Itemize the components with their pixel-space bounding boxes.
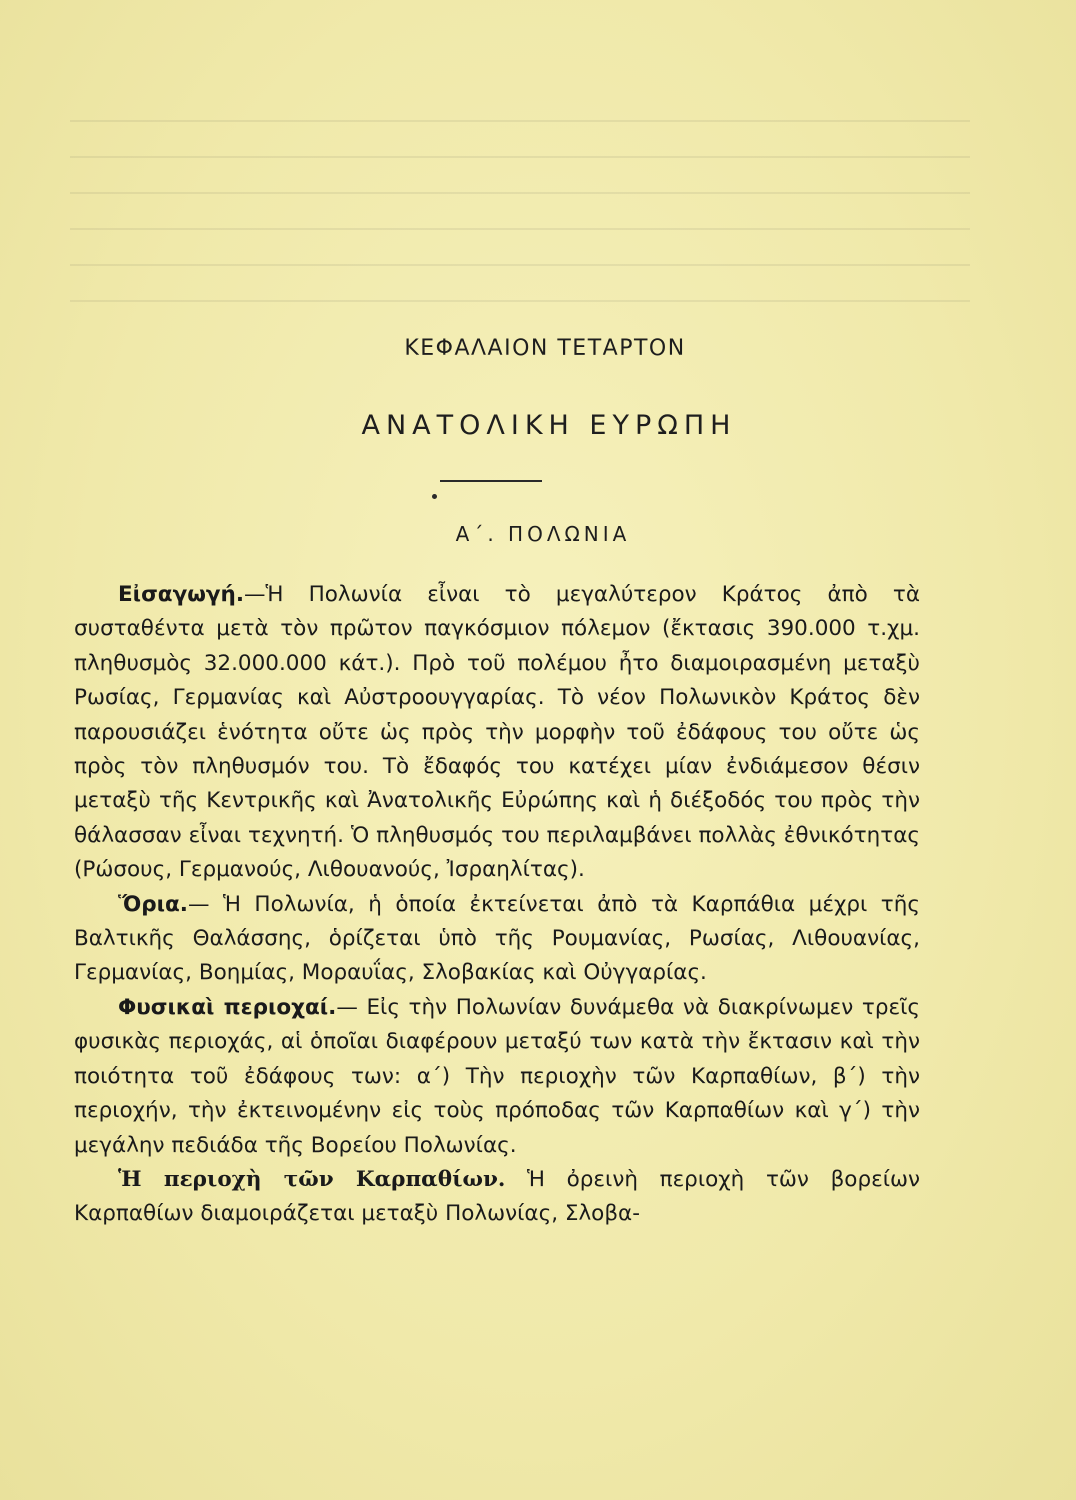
chapter-heading: ΚΕΦΑΛΑΙΟΝ ΤΕΤΑΡΤΟΝ	[404, 336, 686, 361]
paragraph-natural-regions	[74, 991, 920, 1163]
paragraph-text: — Εἰς τὴν Πολωνίαν δυνάμεθα νὰ διακρίνωμεν τρεῖς φυσικὰς περιοχάς, αἱ ὁποῖαι διαφέρουν μεταξύ των κατὰ τὴν ἔκτασιν καὶ τὴν ποιότητα τοῦ ἐδάφους των: α΄) Τὴν περιοχὴν τῶν Καρπαθίων, β΄) τὴν περιοχήν, τὴν ἐκτεινομένην εἰς τοὺς πρόποδας τῶν Καρπαθίων καὶ γ΄) τὴν μεγάλην πεδιάδα τῆς Βορείου Πολωνίας.	[74, 994, 920, 1158]
paragraph-text: Ἡ ὀρεινὴ περιοχὴ τῶν βορείων Καρπαθίων διαμοιράζεται μεταξὺ Πολωνίας, Σλοβα-	[74, 1166, 921, 1227]
paragraph-lead: Εἰσαγωγή.	[118, 582, 245, 607]
paragraph-carpathians	[74, 1163, 920, 1232]
body-text	[74, 578, 920, 1232]
divider-dot	[432, 494, 437, 499]
page-title: ΑΝΑΤΟΛΙΚΗ ΕΥΡΩΠΗ	[361, 410, 737, 441]
paragraph-introduction	[74, 578, 920, 888]
paragraph-lead: Φυσικαὶ περιοχαί.	[118, 994, 337, 1020]
paragraph-text: — Ἡ Πολωνία, ἡ ὁποία ἐκτείνεται ἀπὸ τὰ Καρπάθια μέχρι τῆς Βαλτικῆς Θαλάσσης, ὁρίζεται ὑπὸ τῆς Ρουμανίας, Ρωσίας, Λιθουανίας, Γερμανίας, Βοημίας, Μοραυΐας, Σλοβακίας καὶ Οὐγγαρίας.	[74, 891, 920, 986]
paragraph-borders	[74, 888, 920, 991]
paragraph-text: —Ἡ Πολωνία εἶναι τὸ μεγαλύτερον Κράτος ἀπὸ τὰ συσταθέντα μετὰ τὸν πρῶτον παγκόσμιον πόλεμον (ἔκτασις 390.000 τ.χμ. πληθυσμὸς 32.000.000 κάτ.). Πρὸ τοῦ πολέμου ἦτο διαμοιρασμένη μεταξὺ Ρωσίας, Γερμανίας καὶ Αὐστροουγγαρίας. Τὸ νέον Πολωνικὸν Κράτος δὲν παρουσιάζει ἑνότητα οὔτε ὡς πρὸς τὴν μορφὴν τοῦ ἐδάφους του οὔτε ὡς πρὸς τὸν πληθυσμόν του. Τὸ ἔδαφός του κατέχει μίαν ἐνδιάμεσον θέσιν μεταξὺ τῆς Κεντρικῆς καὶ Ἀνατολικῆς Εὐρώπης καὶ ἡ διέξοδός του πρὸς τὴν θάλασσαν εἶναι τεχνητή. Ὁ πληθυσμός του περιλαμβάνει πολλὰς ἐθνικότητας (Ρώσους, Γερμανούς, Λιθουανούς, Ἰσραηλίτας).	[74, 582, 920, 883]
divider-rule	[440, 480, 542, 482]
section-heading: Α΄. ΠΟΛΩΝΙΑ	[455, 522, 631, 546]
show-through-text	[70, 120, 970, 320]
paragraph-lead: Ἡ περιοχὴ τῶν Καρπαθίων.	[118, 1166, 506, 1192]
paragraph-lead: Ὅρια.	[118, 891, 188, 917]
